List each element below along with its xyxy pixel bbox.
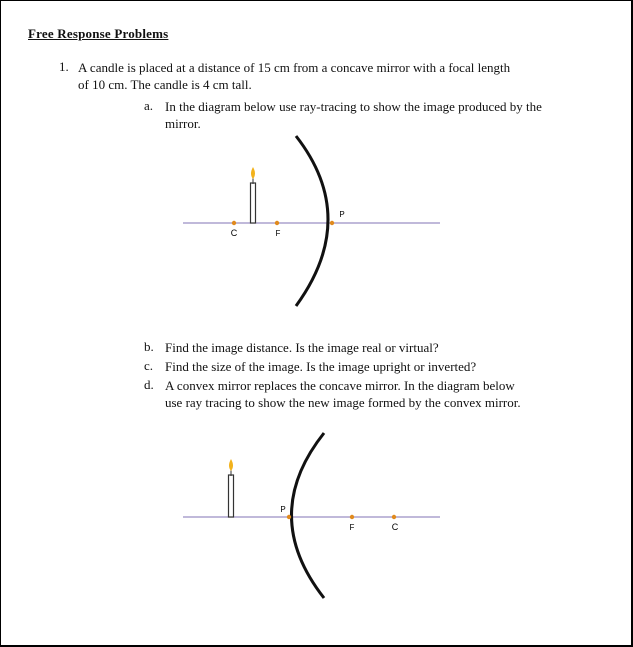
candle-2 <box>229 475 234 517</box>
problem-number: 1. <box>59 59 69 74</box>
part-c-letter: c. <box>144 358 154 373</box>
part-a-line-2: mirror. <box>165 116 201 131</box>
part-a-letter: a. <box>144 98 154 113</box>
label-f: F <box>275 229 281 238</box>
part-d-letter: d. <box>144 377 154 392</box>
label-p-2: P <box>280 505 286 514</box>
part-a-line-1: In the diagram below use ray-tracing to show the image produced by the <box>165 99 542 114</box>
candle-2-flame-icon <box>229 459 233 471</box>
convex-mirror <box>292 433 325 598</box>
problem-line-2: of 10 cm. The candle is 4 cm tall. <box>78 77 252 92</box>
label-p: P <box>339 210 345 219</box>
pole-point-2 <box>287 515 291 519</box>
worksheet-page <box>1 1 631 645</box>
part-d-line-2: use ray tracing to show the new image formed by the convex mirror. <box>165 395 521 410</box>
problem-line-1: A candle is placed at a distance of 15 cm from a concave mirror with a focal length <box>78 60 511 75</box>
label-c-2: C <box>391 522 399 532</box>
page-heading: Free Response Problems <box>28 26 169 41</box>
part-c-text: Find the size of the image. Is the image upright or inverted? <box>165 359 477 374</box>
part-b-letter: b. <box>144 339 154 354</box>
center-of-curvature-point-2 <box>392 515 396 519</box>
focal-point-2 <box>350 515 354 519</box>
label-f-2: F <box>349 523 355 532</box>
part-d-line-1: A convex mirror replaces the concave mirror. In the diagram below <box>165 378 515 393</box>
label-c: C <box>230 228 238 238</box>
part-b-text: Find the image distance. Is the image real or virtual? <box>165 340 439 355</box>
